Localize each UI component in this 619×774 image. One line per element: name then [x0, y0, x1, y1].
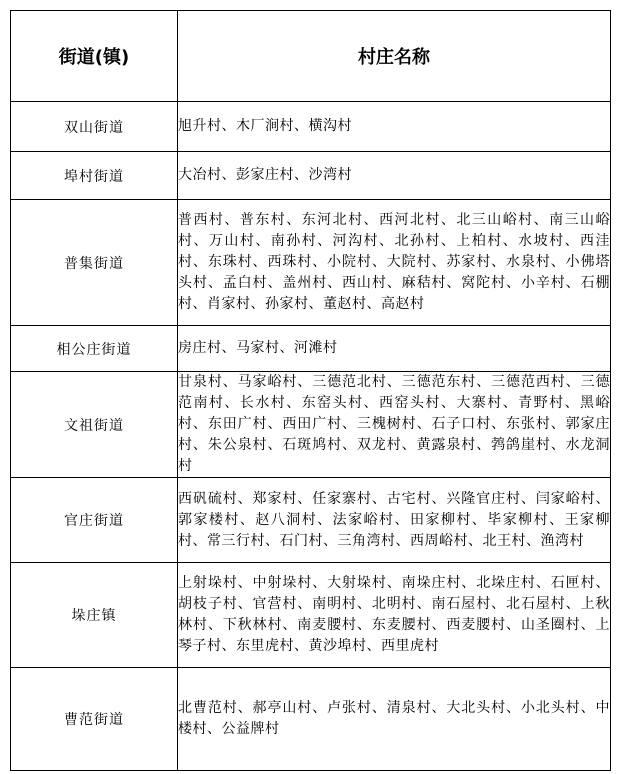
street-name: 曹范街道 — [11, 668, 178, 771]
table-row — [11, 668, 611, 771]
village-list: 西矾硫村、郑家村、任家寨村、古宅村、兴隆官庄村、闫家峪村、郭家楼村、赵八洞村、法家峪村、田家柳村、毕家柳村、王家柳村、常三行村、石门村、三角湾村、西周峪村、北王村、渔湾村 — [178, 478, 611, 563]
table-row — [11, 102, 611, 152]
street-name: 普集街道 — [11, 200, 178, 326]
table-header-row — [11, 11, 611, 102]
table-row — [11, 372, 611, 478]
village-list: 北曹范村、郝亭山村、卢张村、清泉村、大北头村、小北头村、中楼村、公益牌村 — [178, 668, 611, 771]
street-name: 埠村街道 — [11, 152, 178, 200]
table-row — [11, 200, 611, 326]
village-list: 房庄村、马家村、河滩村 — [178, 326, 611, 372]
table-row — [11, 326, 611, 372]
column-header-villages: 村庄名称 — [178, 11, 611, 102]
table-row — [11, 152, 611, 200]
street-name: 相公庄街道 — [11, 326, 178, 372]
village-list: 大冶村、彭家庄村、沙湾村 — [178, 152, 611, 200]
village-list: 上射垛村、中射垛村、大射垛村、南垛庄村、北垛庄村、石匣村、胡枝子村、官营村、南明村、北明村、南石屋村、北石屋村、上秋林村、下秋林村、南麦腰村、东麦腰村、西麦腰村、山圣圈村、上琴子村、东里虎村、黄沙埠村、西里虎村 — [178, 563, 611, 668]
street-name: 双山街道 — [11, 102, 178, 152]
column-header-street: 街道(镇) — [11, 11, 178, 102]
street-name: 官庄街道 — [11, 478, 178, 563]
village-table — [10, 10, 611, 771]
table-row — [11, 563, 611, 668]
street-name: 垛庄镇 — [11, 563, 178, 668]
village-list: 旭升村、木厂涧村、横沟村 — [178, 102, 611, 152]
village-list: 普西村、普东村、东河北村、西河北村、北三山峪村、南三山峪村、万山村、南孙村、河沟村、北孙村、上柏村、水坡村、西洼村、东珠村、西珠村、小院村、大院村、苏家村、水泉村、小佛塔头村、孟白村、盖州村、西山村、麻秸村、窝陀村、小辛村、石棚村、肖家村、孙家村、董赵村、高赵村 — [178, 200, 611, 326]
village-list: 甘泉村、马家峪村、三德范北村、三德范东村、三德范西村、三德范南村、长水村、东窑头村、西窑头村、大寨村、青野村、黑峪村、东田广村、西田广村、三槐树村、石子口村、东张村、郭家庄村、朱公泉村、石斑鸠村、双龙村、黄露泉村、鹁鸽崖村、水龙洞村 — [178, 372, 611, 478]
street-name: 文祖街道 — [11, 372, 178, 478]
table-row — [11, 478, 611, 563]
